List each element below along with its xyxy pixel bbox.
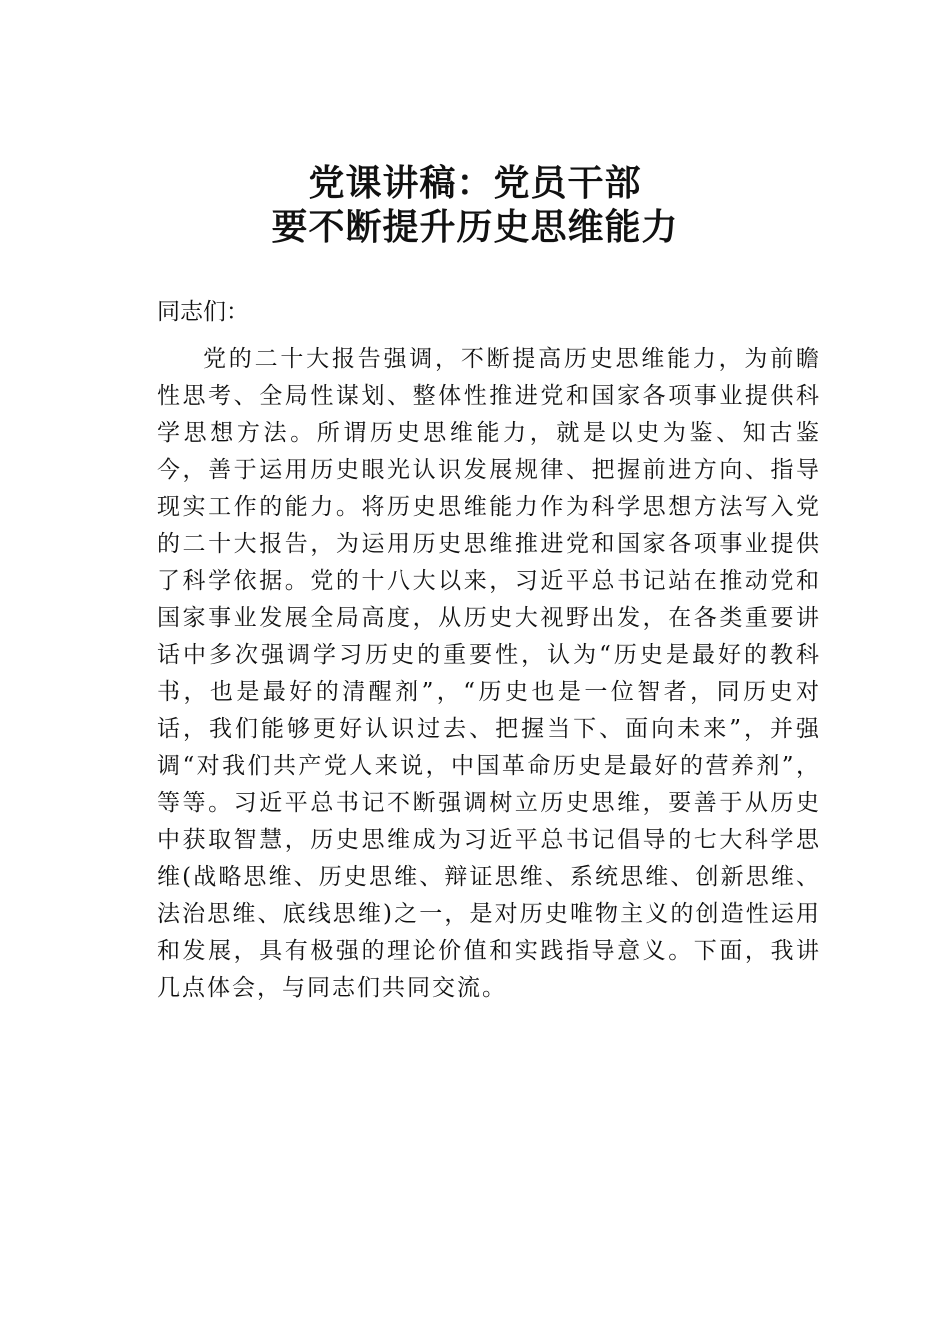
body-paragraph: 党的二十大报告强调，不断提高历史思维能力，为前瞻性思考、全局性谋划、整体性推进党和国家各项事业提供科学思想方法。所谓历史思维能力，就是以史为鉴、知古鉴今，善于运用历史眼光认识发展规律、把握前进方向、指导现实工作的能力。将历史思维能力作为科学思想方法写入党的二十大报告，为运用历史思维推进党和国家各项事业提供了科学依据。党的十八大以来，习近平总书记站在推动党和国家事业发展全局高度，从历史大视野出发，在各类重要讲话中多次强调学习历史的重要性，认为“历史是最好的教科书，也是最好的清醒剂”，“历史也是一位智者，同历史对话，我们能够更好认识过去、把握当下、面向未来”，并强调“对我们共产党人来说，中国革命历史是最好的营养剂”，等等。习近平总书记不断强调树立历史思维，要善于从历史中获取智慧，历史思维成为习近平总书记倡导的七大科学思维(战略思维、历史思维、辩证思维、系统思维、创新思维、法治思维、底线思维)之一，是对历史唯物主义的创造性运用和发展，具有极强的理论价值和实践指导意义。下面，我讲几点体会，与同志们共同交流。 bbox=[157, 346, 821, 1001]
title-line-1: 党课讲稿：党员干部 bbox=[308, 163, 642, 204]
salutation: 同志们： bbox=[157, 299, 249, 325]
title-line-2: 要不断提升历史思维能力 bbox=[271, 207, 679, 248]
document-title bbox=[0, 162, 950, 250]
